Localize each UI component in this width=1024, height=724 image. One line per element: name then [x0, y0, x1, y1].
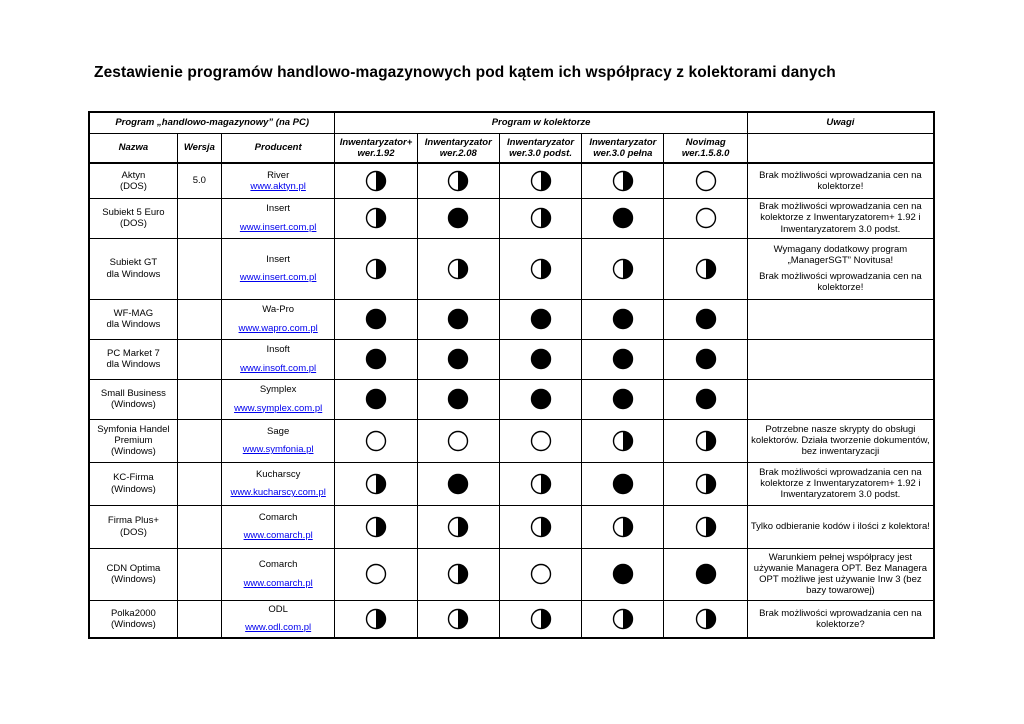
support-cell [664, 163, 747, 198]
partial-support-icon [365, 170, 387, 192]
program-name-line: (Windows) [110, 574, 156, 585]
support-cell [499, 379, 581, 419]
program-name-line: (Windows) [110, 483, 156, 495]
notes-cell [747, 163, 934, 198]
producer-name: Comarch [258, 559, 298, 571]
support-cell [499, 548, 581, 600]
program-name-line: dla Windows [106, 268, 161, 280]
partial-support-icon [365, 608, 387, 630]
version-cell [177, 299, 221, 339]
producer-name: Sage [267, 425, 290, 437]
partial-support-icon [447, 258, 469, 280]
program-name-line: (Windows) [110, 618, 156, 630]
producer-link[interactable]: www.insert.com.pl [239, 272, 317, 283]
support-cell [499, 419, 581, 462]
support-cell [417, 505, 499, 548]
table-row [89, 339, 934, 379]
producer-cell [221, 238, 334, 299]
producer-link[interactable]: www.symfonia.pl [242, 444, 314, 455]
note-text: Brak możliwości wprowadzania cen na kolektorze z Inwentaryzatorem+ 1.92 i Inwentaryzatorem 3.0 podst. [759, 201, 922, 235]
support-cell [335, 299, 417, 339]
header-program-group: Program „handlowo-magazynowy” (na PC) [89, 112, 335, 133]
producer-cell [221, 419, 334, 462]
support-cell [582, 379, 664, 419]
support-cell [499, 198, 581, 238]
partial-support-icon [612, 430, 634, 452]
producer-cell [221, 299, 334, 339]
program-name-line: dla Windows [106, 359, 161, 370]
collector-name: Inwentaryzator [424, 136, 492, 148]
producer-cell [221, 548, 334, 600]
support-cell [335, 462, 417, 505]
producer-link[interactable]: www.comarch.pl [243, 530, 313, 541]
partial-support-icon [612, 258, 634, 280]
program-name-line: Small Business [100, 387, 166, 399]
program-name-line: Subiekt 5 Euro [102, 206, 165, 218]
producer-link[interactable]: www.kucharscy.com.pl [230, 487, 326, 498]
support-cell [582, 419, 664, 462]
program-name-line: Aktyn [121, 169, 146, 181]
support-cell [335, 163, 417, 198]
support-cell [417, 299, 499, 339]
full-support-icon [447, 308, 469, 330]
support-cell [335, 505, 417, 548]
support-cell [417, 548, 499, 600]
version-cell [177, 339, 221, 379]
note-text: Brak możliwości wprowadzania cen na kolektorze? [759, 607, 922, 630]
producer-name: ODL [268, 604, 288, 616]
version-cell [177, 600, 221, 638]
support-cell [499, 505, 581, 548]
producer-cell [221, 198, 334, 238]
note-text: Brak możliwości wprowadzania cen na kolektorze! [759, 271, 922, 294]
table-row [89, 548, 934, 600]
collector-version: wer.1.5.8.0 [681, 147, 730, 159]
support-cell [335, 198, 417, 238]
producer-name: Insert [266, 203, 291, 215]
partial-support-icon [695, 516, 717, 538]
partial-support-icon [447, 516, 469, 538]
producer-link[interactable]: www.wapro.com.pl [238, 322, 318, 334]
support-cell [335, 379, 417, 419]
notes-cell [747, 505, 934, 548]
note-text: Tylko odbieranie kodów i ilości z kolektora! [750, 520, 930, 532]
program-name-line: (Windows) [110, 399, 156, 410]
no-support-icon [695, 207, 717, 229]
collector-version: wer.2.08 [439, 147, 477, 159]
header-collector-group: Program w kolektorze [335, 112, 747, 133]
producer-cell [221, 462, 334, 505]
support-cell [335, 238, 417, 299]
support-cell [417, 198, 499, 238]
program-name-cell [89, 299, 177, 339]
support-cell [417, 163, 499, 198]
support-cell [664, 299, 747, 339]
support-cell [664, 339, 747, 379]
program-name-line: (DOS) [119, 218, 147, 229]
support-cell [582, 505, 664, 548]
version-cell [177, 419, 221, 462]
support-cell [499, 299, 581, 339]
program-name-line: Symfonia Handel [97, 423, 170, 435]
producer-cell [221, 339, 334, 379]
program-name-line: Polka2000 [110, 607, 156, 619]
producer-name: River [267, 169, 290, 181]
producer-cell [221, 505, 334, 548]
header-collector-3 [499, 133, 581, 163]
full-support-icon [365, 388, 387, 410]
note-text: Wymagany dodatkowy program „ManagerSGT” Novitusa! [773, 243, 908, 266]
support-cell [499, 339, 581, 379]
support-cell [582, 600, 664, 638]
producer-name: Kucharscy [255, 468, 301, 480]
table-row [89, 238, 934, 299]
full-support-icon [530, 308, 552, 330]
note-text: Brak możliwości wprowadzania cen na kolektorze z Inwentaryzatorem+ 1.92 i Inwentaryzatorem 3.0 podst. [759, 466, 922, 501]
table-row [89, 419, 934, 462]
support-cell [335, 548, 417, 600]
support-cell [582, 238, 664, 299]
table-row [89, 299, 934, 339]
no-support-icon [365, 430, 387, 452]
support-cell [417, 379, 499, 419]
program-name-cell [89, 238, 177, 299]
full-support-icon [612, 308, 634, 330]
table-row [89, 198, 934, 238]
program-name-cell [89, 548, 177, 600]
program-name-cell [89, 505, 177, 548]
support-cell [664, 379, 747, 419]
program-name-line: Subiekt GT [109, 257, 158, 269]
producer-cell [221, 163, 334, 198]
program-name-cell [89, 419, 177, 462]
header-collector-1 [335, 133, 417, 163]
program-name-line: PC Market 7 [107, 347, 160, 359]
support-cell [582, 198, 664, 238]
collector-name: Inwentaryzator+ [339, 136, 413, 148]
producer-link[interactable]: www.aktyn.pl [250, 180, 306, 192]
partial-support-icon [365, 473, 387, 495]
full-support-icon [612, 563, 634, 585]
header-version: Wersja [177, 133, 221, 163]
support-cell [335, 600, 417, 638]
notes-cell [747, 299, 934, 339]
partial-support-icon [530, 516, 552, 538]
producer-name: Insert [266, 253, 291, 265]
partial-support-icon [612, 170, 634, 192]
full-support-icon [612, 473, 634, 495]
partial-support-icon [365, 258, 387, 280]
full-support-icon [695, 348, 717, 370]
producer-link[interactable]: www.insert.com.pl [239, 221, 317, 233]
support-cell [664, 462, 747, 505]
collector-name: Inwentaryzator [589, 136, 657, 148]
note-text: Brak możliwości wprowadzania cen na kolektorze! [759, 169, 922, 192]
partial-support-icon [695, 473, 717, 495]
program-name-line: (DOS) [119, 526, 147, 538]
support-cell [417, 238, 499, 299]
support-cell [664, 198, 747, 238]
full-support-icon [695, 388, 717, 410]
compatibility-table [88, 111, 935, 639]
version-cell [177, 462, 221, 505]
support-cell [499, 462, 581, 505]
header-collector-4 [582, 133, 664, 163]
partial-support-icon [612, 608, 634, 630]
program-name-cell [89, 600, 177, 638]
support-cell [417, 600, 499, 638]
program-name-line: dla Windows [106, 319, 161, 330]
collector-version: wer.3.0 podst. [509, 147, 572, 159]
full-support-icon [612, 348, 634, 370]
table-row [89, 600, 934, 638]
full-support-icon [612, 388, 634, 410]
header-notes-blank [747, 133, 934, 163]
header-collector-5 [664, 133, 747, 163]
support-cell [664, 505, 747, 548]
full-support-icon [447, 207, 469, 229]
note-text: Potrzebne nasze skrypty do obsługi kolektorów. Działa tworzenie dokumentów, bez inwentaryzacji [751, 423, 930, 458]
full-support-icon [530, 388, 552, 410]
support-cell [335, 419, 417, 462]
notes-cell [747, 419, 934, 462]
notes-cell [747, 379, 934, 419]
notes-cell [747, 198, 934, 238]
producer-name: Wa-Pro [262, 304, 295, 316]
full-support-icon [530, 348, 552, 370]
partial-support-icon [530, 207, 552, 229]
partial-support-icon [612, 516, 634, 538]
partial-support-icon [695, 258, 717, 280]
support-cell [335, 339, 417, 379]
producer-link[interactable]: www.comarch.pl [243, 577, 313, 589]
support-cell [417, 419, 499, 462]
producer-name: Symplex [259, 384, 297, 396]
partial-support-icon [530, 170, 552, 192]
support-cell [499, 238, 581, 299]
full-support-icon [447, 348, 469, 370]
support-cell [417, 339, 499, 379]
version-cell [177, 505, 221, 548]
partial-support-icon [530, 473, 552, 495]
producer-link[interactable]: www.odl.com.pl [245, 622, 312, 634]
program-name-line: KC-Firma [113, 472, 154, 484]
program-name-cell [89, 198, 177, 238]
full-support-icon [447, 388, 469, 410]
partial-support-icon [447, 608, 469, 630]
version-cell [177, 238, 221, 299]
note-text: Warunkiem pełnej współpracy jest używanie Managera OPT. Bez Managera OPT możliwe jest używanie Inw 3 (bez bazy towarowej) [753, 551, 927, 597]
support-cell [664, 419, 747, 462]
program-name-cell [89, 462, 177, 505]
table-row [89, 462, 934, 505]
program-name-cell [89, 163, 177, 198]
partial-support-icon [365, 207, 387, 229]
version-cell: 5.0 [177, 163, 221, 198]
full-support-icon [695, 308, 717, 330]
support-cell [582, 339, 664, 379]
collector-version: wer.1.92 [357, 147, 395, 159]
no-support-icon [530, 563, 552, 585]
notes-cell [747, 339, 934, 379]
support-cell [417, 462, 499, 505]
table-row [89, 379, 934, 419]
no-support-icon [530, 430, 552, 452]
no-support-icon [447, 430, 469, 452]
page-title: Zestawienie programów handlowo-magazynowych pod kątem ich współpracy z kolektorami danych [94, 64, 836, 81]
partial-support-icon [447, 170, 469, 192]
program-name-line: (Windows) [110, 446, 156, 458]
program-name-line: Firma Plus+ [107, 515, 159, 527]
support-cell [582, 548, 664, 600]
program-name-cell [89, 339, 177, 379]
producer-link[interactable]: www.symplex.com.pl [234, 402, 323, 414]
header-producer: Producent [221, 133, 334, 163]
support-cell [582, 163, 664, 198]
no-support-icon [695, 170, 717, 192]
full-support-icon [612, 207, 634, 229]
producer-cell [221, 600, 334, 638]
partial-support-icon [695, 430, 717, 452]
partial-support-icon [530, 258, 552, 280]
header-name: Nazwa [89, 133, 177, 163]
notes-cell [747, 238, 934, 299]
version-cell [177, 548, 221, 600]
support-cell [499, 163, 581, 198]
program-name-line: (DOS) [119, 180, 147, 192]
version-cell [177, 198, 221, 238]
support-cell [582, 299, 664, 339]
notes-cell [747, 548, 934, 600]
producer-name: Comarch [258, 511, 298, 523]
version-cell [177, 379, 221, 419]
support-cell [582, 462, 664, 505]
program-name-line: Premium [114, 434, 153, 446]
notes-cell [747, 462, 934, 505]
support-cell [499, 600, 581, 638]
support-cell [664, 548, 747, 600]
program-name-cell [89, 379, 177, 419]
partial-support-icon [695, 608, 717, 630]
program-name-line: CDN Optima [106, 562, 161, 574]
full-support-icon [365, 308, 387, 330]
producer-cell [221, 379, 334, 419]
collector-version: wer.3.0 pełna [593, 147, 653, 159]
partial-support-icon [530, 608, 552, 630]
partial-support-icon [365, 516, 387, 538]
producer-link[interactable]: www.insoft.com.pl [240, 362, 317, 374]
support-cell [664, 238, 747, 299]
collector-name: Inwentaryzator [507, 136, 575, 148]
header-collector-2 [417, 133, 499, 163]
full-support-icon [695, 563, 717, 585]
header-notes: Uwagi [747, 112, 934, 133]
table-row [89, 163, 934, 198]
collector-name: Novimag [685, 136, 726, 148]
table-row [89, 505, 934, 548]
support-cell [664, 600, 747, 638]
no-support-icon [365, 563, 387, 585]
full-support-icon [447, 473, 469, 495]
notes-cell [747, 600, 934, 638]
producer-name: Insoft [266, 344, 290, 356]
program-name-line: WF-MAG [113, 307, 154, 319]
partial-support-icon [447, 563, 469, 585]
full-support-icon [365, 348, 387, 370]
